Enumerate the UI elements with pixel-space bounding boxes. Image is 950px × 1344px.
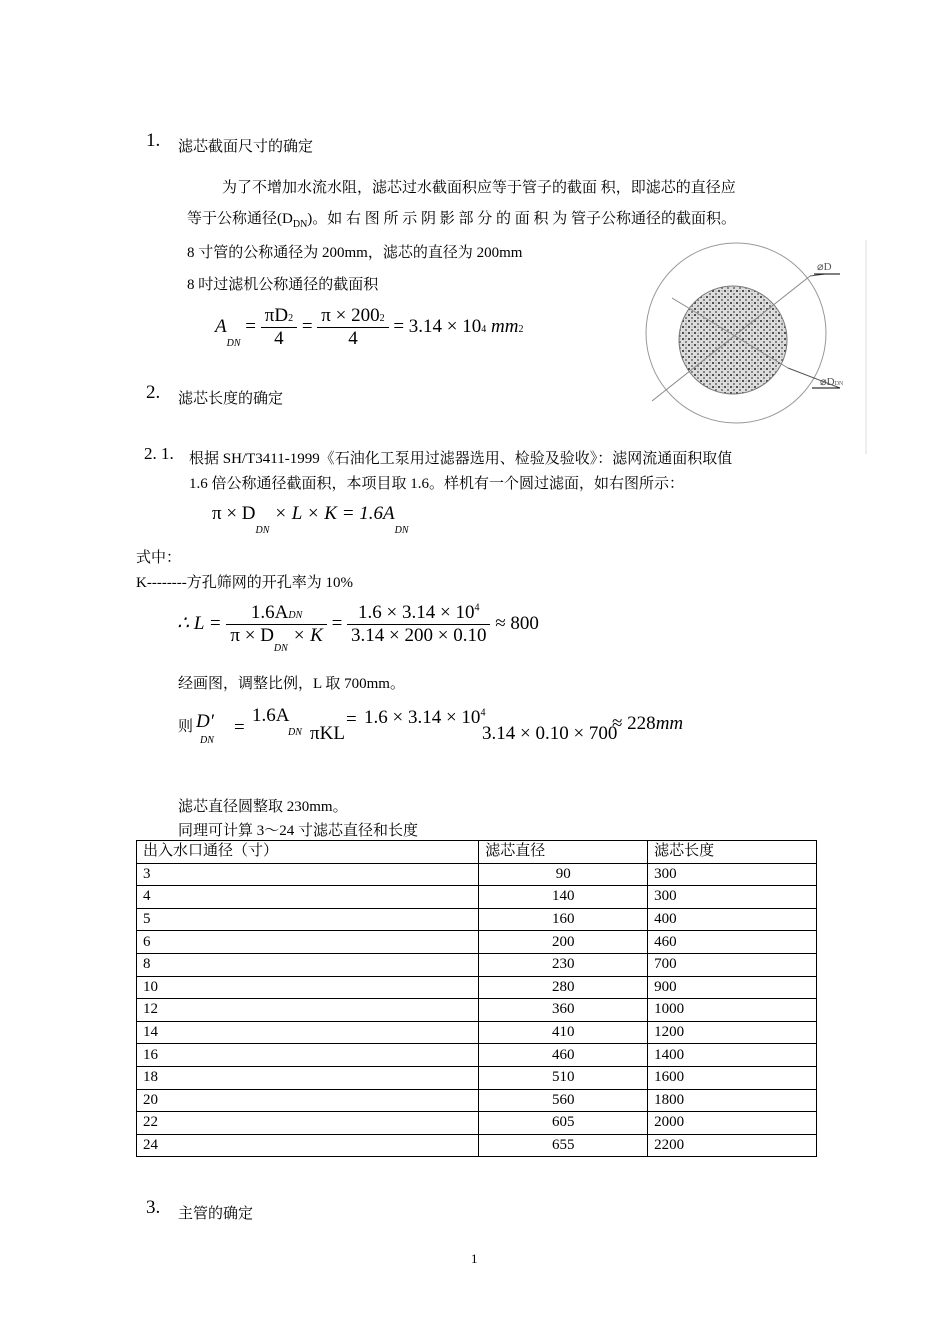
table-cell: 1800 — [648, 1089, 817, 1112]
table-cell: 230 — [479, 953, 648, 976]
table-cell: 2200 — [648, 1134, 817, 1157]
table-cell: 460 — [479, 1044, 648, 1067]
paragraph-line: 经画图，调整比例，L 取 700mm。 — [178, 676, 405, 692]
table-row — [137, 976, 817, 999]
table-row — [137, 1021, 817, 1044]
table-cell: 出入水口通径（寸） — [137, 841, 479, 864]
section-number: 2. 1. — [144, 444, 174, 463]
table-cell: 1400 — [648, 1044, 817, 1067]
table-cell: 12 — [137, 999, 479, 1022]
table-cell: 滤芯直径 — [479, 841, 648, 864]
table-cell: 3 — [137, 863, 479, 886]
table-cell: 700 — [648, 953, 817, 976]
section-number: 3. — [146, 1197, 161, 1218]
section-number: 1. — [146, 130, 161, 151]
table-cell: 140 — [479, 886, 648, 909]
table-caption: 同理可计算 3～24 寸滤芯直径和长度 — [178, 823, 419, 839]
table-cell: 360 — [479, 999, 648, 1022]
inner-diameter-label: ⌀DDN — [820, 376, 844, 388]
table-row — [137, 1044, 817, 1067]
table-cell: 滤芯长度 — [648, 841, 817, 864]
table-cell: 900 — [648, 976, 817, 999]
table-row — [137, 1134, 817, 1157]
table-cell: 1000 — [648, 999, 817, 1022]
table-cell: 400 — [648, 908, 817, 931]
table-cell: 410 — [479, 1021, 648, 1044]
paragraph-line: 根据 SH/T3411-1999《石油化工泵用过滤器选用、检验及验收》：滤网流通面积取值 — [189, 451, 733, 467]
table-cell: 300 — [648, 863, 817, 886]
table-cell: 18 — [137, 1066, 479, 1089]
outer-diameter-label: ⌀D — [817, 261, 832, 273]
section-title: 滤芯截面尺寸的确定 — [178, 139, 314, 155]
table-row — [137, 1112, 817, 1135]
table-row — [137, 999, 817, 1022]
equation-diameter: 则 D′ DN = 1.6A DN πKL = $1.6 \times 3.14 \times 10^4$ 3.14 × 0.10 × 700 ≈ 228mm — [178, 705, 684, 746]
table-cell: 605 — [479, 1112, 648, 1135]
table-cell: 560 — [479, 1089, 648, 1112]
table-row — [137, 931, 817, 954]
equation-area: $A_{DN}$ = $\frac{\pi D2}{4}$ = $\frac{\pi \times 2002}{4}$ = 3.14 × 104 mm2 — [215, 305, 524, 349]
table-cell: 5 — [137, 908, 479, 931]
section-title: 主管的确定 — [178, 1206, 254, 1222]
table-cell: 300 — [648, 886, 817, 909]
table-cell: 510 — [479, 1066, 648, 1089]
table-cell: 460 — [648, 931, 817, 954]
table-cell: 10 — [137, 976, 479, 999]
section-title: 滤芯长度的确定 — [178, 391, 284, 407]
filter-area-circle — [679, 286, 787, 394]
page-number: 1 — [471, 1251, 478, 1266]
table-cell: 2000 — [648, 1112, 817, 1135]
table-row — [137, 863, 817, 886]
where-label: 式中： — [136, 550, 182, 566]
table-cell: 655 — [479, 1134, 648, 1157]
paragraph-line: 8 寸管的公称通径为 200mm，滤芯的直径为 200mm — [187, 245, 523, 261]
table-cell: 24 — [137, 1134, 479, 1157]
table-cell: 6 — [137, 931, 479, 954]
table-row — [137, 886, 817, 909]
table-cell: 20 — [137, 1089, 479, 1112]
equation-length: ∴ L = $\frac{\text{1.6ADN}}{\pi \times D_{DN} \times K}$ = $\frac{1.6 \times 3.14 \times 10^4}{3.14 \times 200 \times 0.10}$ ≈ 800 — [177, 602, 539, 654]
equation-area-formula: $\pi \times D_{DN} \times L \times K = 1.6A_{DN}$ — [212, 503, 409, 536]
table-cell: 160 — [479, 908, 648, 931]
definition-k: K--------方孔筛网的开孔率为 10% — [136, 575, 354, 591]
table-row — [137, 953, 817, 976]
table-row — [137, 1089, 817, 1112]
filter-cross-section-figure — [640, 236, 870, 460]
table-cell: 1200 — [648, 1021, 817, 1044]
table-cell: 8 — [137, 953, 479, 976]
table-row — [137, 1066, 817, 1089]
table-cell: 200 — [479, 931, 648, 954]
paragraph-line: 滤芯直径圆整取 230mm。 — [178, 799, 348, 815]
table-row — [137, 908, 817, 931]
table-cell: 22 — [137, 1112, 479, 1135]
table-cell: 4 — [137, 886, 479, 909]
section-number: 2. — [146, 382, 161, 403]
paragraph-line: 为了不增加水流水阻，滤芯过水截面积应等于管子的截面 积，即滤芯的直径应 — [222, 180, 736, 196]
table-cell: 280 — [479, 976, 648, 999]
table-header-row — [137, 841, 817, 864]
table-cell: 14 — [137, 1021, 479, 1044]
table-cell: 1600 — [648, 1066, 817, 1089]
table-cell: 16 — [137, 1044, 479, 1067]
paragraph-line: 1.6 倍公称通径截面积，本项目取 1.6。样机有一个圆过滤面，如右图所示： — [189, 476, 685, 492]
paragraph-line: 等于公称通径$(D_{DN})$。如 右 图 所 示 阴 影 部 分 的 面 积 为 管子公称通径的截面积。 — [187, 211, 737, 230]
paragraph-line: 8 吋过滤机公称通径的截面积 — [187, 277, 379, 293]
filter-size-table — [136, 840, 817, 1157]
table-cell: 90 — [479, 863, 648, 886]
